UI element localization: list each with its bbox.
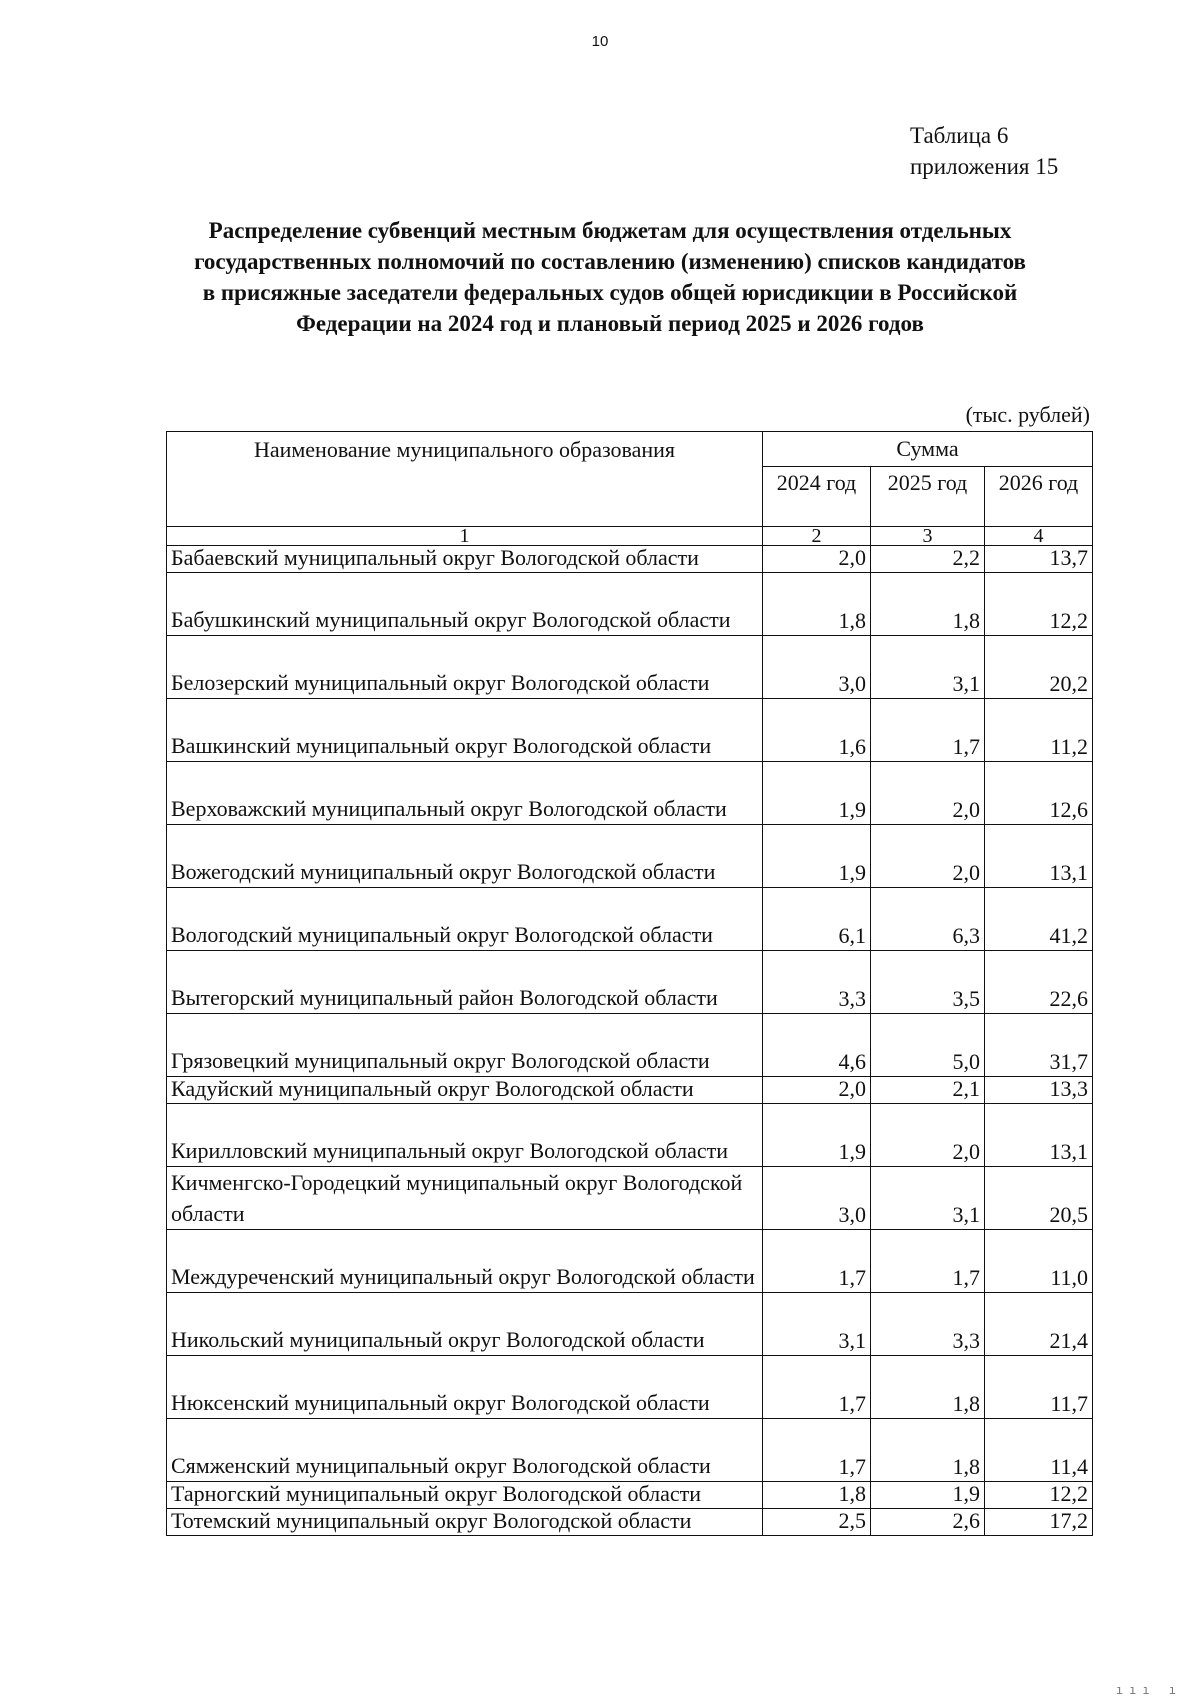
value-2024: 1,9 [763,1104,871,1167]
value-2024: 1,8 [763,1482,871,1509]
units-label: (тыс. рублей) [965,402,1090,427]
value-2024: 3,3 [763,951,871,1014]
municipality-name: Кичменгско-Городецкий муниципальный округ Вологодской области [167,1167,763,1230]
title-line-1: Распределение субвенций местным бюджетам для осуществления отдельных [208,218,1012,243]
table-row [167,1419,1093,1482]
value-2025: 1,8 [871,1419,985,1482]
value-2024: 1,7 [763,1419,871,1482]
value-2024: 2,0 [763,1077,871,1104]
column-number: 3 [871,527,985,546]
table-row [167,1104,1093,1167]
value-2026: 41,2 [985,888,1093,951]
value-2024: 1,6 [763,699,871,762]
value-2024: 1,7 [763,1356,871,1419]
table-row [167,951,1093,1014]
table-row [167,636,1093,699]
table-ref-line-2: приложения 15 [910,154,1059,179]
municipality-name: Тарногский муниципальный округ Вологодской области [167,1482,763,1509]
value-2026: 13,3 [985,1077,1093,1104]
header-name: Наименование муниципального образования [167,432,763,527]
column-number: 2 [763,527,871,546]
table-row [167,1356,1093,1419]
value-2025: 2,0 [871,762,985,825]
value-2025: 2,6 [871,1509,985,1536]
value-2026: 20,5 [985,1167,1093,1230]
municipality-name: Кадуйский муниципальный округ Вологодской области [167,1077,763,1104]
table-row [167,1509,1093,1536]
value-2025: 2,2 [871,546,985,573]
value-2024: 4,6 [763,1014,871,1077]
value-2024: 6,1 [763,888,871,951]
table-row [167,825,1093,888]
value-2026: 17,2 [985,1509,1093,1536]
municipality-name: Кирилловский муниципальный округ Вологодской области [167,1104,763,1167]
value-2025: 3,5 [871,951,985,1014]
value-2024: 2,0 [763,546,871,573]
table-row [167,888,1093,951]
municipality-name: Бабушкинский муниципальный округ Вологодской области [167,573,763,636]
title-line-4: Федерации на 2024 год и плановый период 2025 и 2026 годов [296,311,924,336]
header-year-2025: 2025 год [871,467,985,527]
table-row [167,1077,1093,1104]
value-2026: 12,2 [985,1482,1093,1509]
value-2026: 13,1 [985,825,1093,888]
value-2025: 5,0 [871,1014,985,1077]
value-2026: 31,7 [985,1014,1093,1077]
municipality-name: Никольский муниципальный округ Вологодской области [167,1293,763,1356]
value-2025: 1,7 [871,1230,985,1293]
column-number: 4 [985,527,1093,546]
document-title [150,215,1070,339]
value-2026: 11,0 [985,1230,1093,1293]
value-2025: 1,7 [871,699,985,762]
value-2024: 3,0 [763,1167,871,1230]
value-2024: 1,7 [763,1230,871,1293]
municipality-name: Сямженский муниципальный округ Вологодской области [167,1419,763,1482]
value-2024: 2,5 [763,1509,871,1536]
value-2026: 11,2 [985,699,1093,762]
value-2026: 11,4 [985,1419,1093,1482]
header-year-2026: 2026 год [985,467,1093,527]
value-2025: 2,0 [871,1104,985,1167]
table-row [167,1293,1093,1356]
value-2025: 3,1 [871,1167,985,1230]
municipality-name: Верховажский муниципальный округ Вологодской области [167,762,763,825]
table-row [167,762,1093,825]
header-year-2024: 2024 год [763,467,871,527]
value-2026: 13,7 [985,546,1093,573]
table-body [167,432,1093,1536]
table-row [167,1230,1093,1293]
title-line-2: государственных полномочий по составлению (изменению) списков кандидатов [194,249,1026,274]
value-2024: 1,8 [763,573,871,636]
municipality-name: Вожегодский муниципальный округ Вологодской области [167,825,763,888]
value-2025: 6,3 [871,888,985,951]
value-2025: 2,1 [871,1077,985,1104]
municipality-name: Белозерский муниципальный округ Вологодской области [167,636,763,699]
value-2026: 11,7 [985,1356,1093,1419]
page-number: 10 [591,33,609,50]
municipality-name: Вашкинский муниципальный округ Вологодской области [167,699,763,762]
value-2026: 12,6 [985,762,1093,825]
column-number: 1 [167,527,763,546]
table-reference [910,120,1058,182]
table-header-row [167,432,1093,467]
scan-marks: ııı ı [1115,1683,1182,1697]
table-row [167,573,1093,636]
value-2025: 1,8 [871,1356,985,1419]
table-row [167,546,1093,573]
subvention-table [166,431,1093,1536]
value-2025: 3,1 [871,636,985,699]
municipality-name: Грязовецкий муниципальный округ Вологодской области [167,1014,763,1077]
value-2025: 1,9 [871,1482,985,1509]
title-line-3: в присяжные заседатели федеральных судов общей юрисдикции в Российской [202,280,1018,305]
municipality-name: Междуреченский муниципальный округ Вологодской области [167,1230,763,1293]
column-numbers-row [167,527,1093,546]
value-2026: 22,6 [985,951,1093,1014]
table-row [167,1482,1093,1509]
value-2026: 13,1 [985,1104,1093,1167]
value-2025: 1,8 [871,573,985,636]
table-row [167,1167,1093,1230]
municipality-name: Нюксенский муниципальный округ Вологодской области [167,1356,763,1419]
value-2026: 21,4 [985,1293,1093,1356]
municipality-name: Тотемский муниципальный округ Вологодской области [167,1509,763,1536]
value-2026: 12,2 [985,573,1093,636]
municipality-name: Вытегорский муниципальный район Вологодской области [167,951,763,1014]
value-2024: 3,0 [763,636,871,699]
municipality-name: Вологодский муниципальный округ Вологодской области [167,888,763,951]
value-2025: 2,0 [871,825,985,888]
table-row [167,699,1093,762]
value-2024: 3,1 [763,1293,871,1356]
table-ref-line-1: Таблица 6 [910,123,1009,148]
value-2026: 20,2 [985,636,1093,699]
header-sum: Сумма [763,432,1093,467]
table-row [167,1014,1093,1077]
value-2024: 1,9 [763,762,871,825]
value-2024: 1,9 [763,825,871,888]
value-2025: 3,3 [871,1293,985,1356]
municipality-name: Бабаевский муниципальный округ Вологодской области [167,546,763,573]
